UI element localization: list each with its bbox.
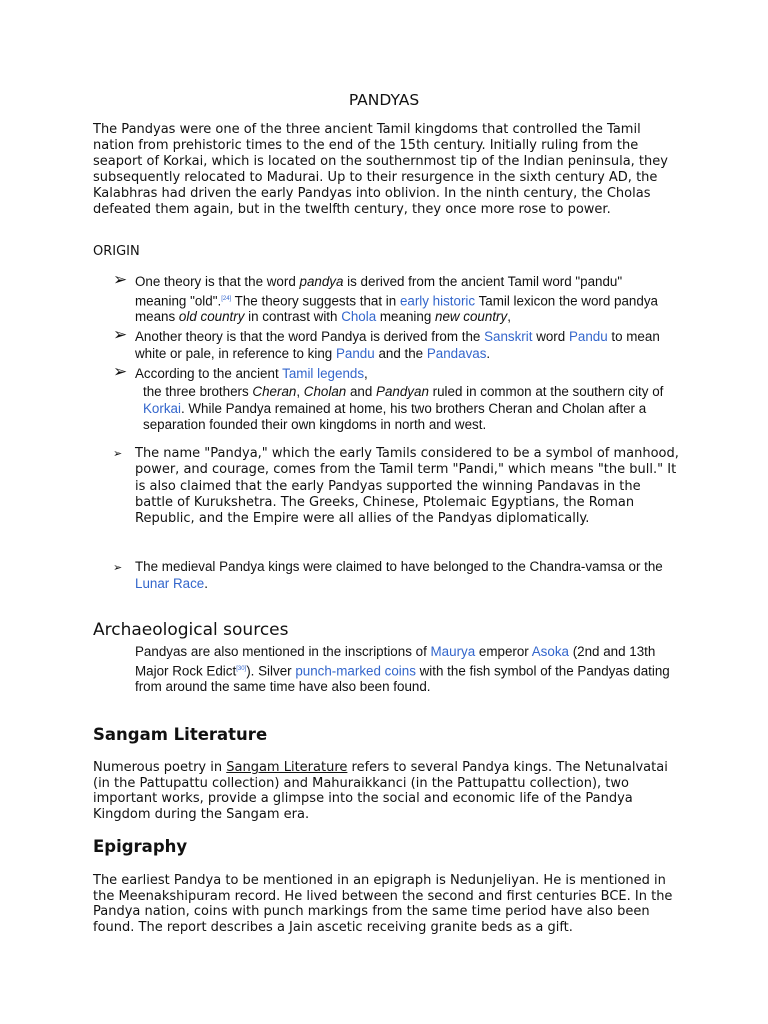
list-item-origin-3: According to the ancient Tamil legends,: [135, 366, 368, 381]
link-lunar-race[interactable]: Lunar Race: [135, 575, 205, 591]
link-early-historic[interactable]: early historic: [399, 292, 476, 308]
underlined-term: Sangam Literature: [226, 760, 348, 775]
link-korkai[interactable]: Korkai: [143, 400, 181, 416]
link-sanskrit[interactable]: Sanskrit: [484, 329, 533, 344]
link-pandavas[interactable]: Pandavas: [426, 345, 487, 361]
link-maurya[interactable]: Maurya: [430, 644, 476, 659]
citation-link[interactable]: [30]: [236, 665, 247, 672]
link-tamil-legends[interactable]: Tamil legends: [282, 366, 365, 381]
citation-link[interactable]: [24]: [221, 295, 232, 302]
archaeology-paragraph: Pandyas are also mentioned in the inscriptions of Maurya emperor Asoka (2nd and 13th Major Rock Edict[30]). Silver punch-marked coins with the fish symbol of the Pandyas dating from around the same time have also been found.: [135, 644, 670, 695]
list-item-origin-4: The name "Pandya," which the early Tamils considered to be a symbol of manhood, power, and courage, comes from the Tamil term "Pandi," which means "the bull." It is also claimed that the early Pandyas supported the winning Pandavas in the battle of Kurukshetra. The Greeks, Chinese, Ptolemaic Egyptians, the Roman Republic, and the Empire were all allies of the Pandyas diplomatically.: [135, 446, 679, 527]
arrow-bullet-icon: ➢: [113, 325, 128, 344]
epigraphy-paragraph: The earliest Pandya to be mentioned in an epigraph is Nedunjeliyan. He is mentioned in the Meenakshipuram record. He lived between the second and first centuries BCE. In the Pandya nation, coins with punch markings from the same time period have also been found. The report describes a Jain ascetic receiving granite beds as a gift.: [93, 873, 673, 935]
list-item-origin-3-continuation: the three brothers Cheran, Cholan and Pandyan ruled in common at the southern city of Korkai. While Pandya remained at home, his two brothers Cheran and Cholan after a separation founded their own kingdoms in north and west.: [143, 384, 664, 432]
arrow-bullet-icon: ➢: [113, 562, 123, 574]
origin-heading: ORIGIN: [93, 244, 140, 259]
link-chola[interactable]: Chola: [341, 309, 377, 325]
link-asoka[interactable]: Asoka: [531, 644, 569, 659]
arrow-bullet-icon: ➢: [113, 270, 128, 289]
link-pandu-king[interactable]: Pandu: [335, 345, 375, 361]
arrow-bullet-icon: ➢: [113, 362, 128, 381]
heading-epigraphy: Epigraphy: [93, 837, 188, 856]
sangam-paragraph: Numerous poetry in Sangam Literature refers to several Pandya kings. The Netunalvatai (in the Pattupattu collection) and Mahuraikkanci (in the Pattupattu collection), two important works, provide a glimpse into the social and economic life of the Pandya Kingdom during the Sangam era.: [93, 760, 668, 822]
intro-paragraph: The Pandyas were one of the three ancient Tamil kingdoms that controlled the Tamil nation from prehistoric times to the end of the 15th century. Initially ruling from the seaport of Korkai, which is located on the southernmost tip of the Indian peninsula, they subsequently relocated to Madurai. Up to their resurgence in the sixth century AD, the Kalabhras had driven the early Pandyas into oblivion. In the ninth century, the Cholas defeated them again, but in the twelfth century, they once more rose to power.: [93, 122, 668, 217]
page-title: PANDYAS: [348, 91, 420, 109]
link-punch-marked-coins[interactable]: punch-marked coins: [295, 662, 416, 678]
arrow-bullet-icon: ➢: [113, 447, 123, 460]
heading-sangam-literature: Sangam Literature: [93, 725, 268, 744]
list-item-origin-5: The medieval Pandya kings were claimed to have belonged to the Chandra-vamsa or the Lunar Race.: [135, 559, 663, 591]
heading-archaeological-sources: Archaeological sources: [93, 620, 289, 640]
link-pandu[interactable]: Pandu: [568, 329, 608, 344]
list-item-origin-2: Another theory is that the word Pandya is derived from the Sanskrit word Pandu to mean white or pale, in reference to king Pandu and the Pandavas.: [135, 329, 660, 361]
list-item-origin-1: One theory is that the word pandya is derived from the ancient Tamil word "pandu" meaning "old".[24] The theory suggests that in early historic Tamil lexicon the word pandya means old country in contrast with Chola meaning new country,: [135, 274, 658, 325]
